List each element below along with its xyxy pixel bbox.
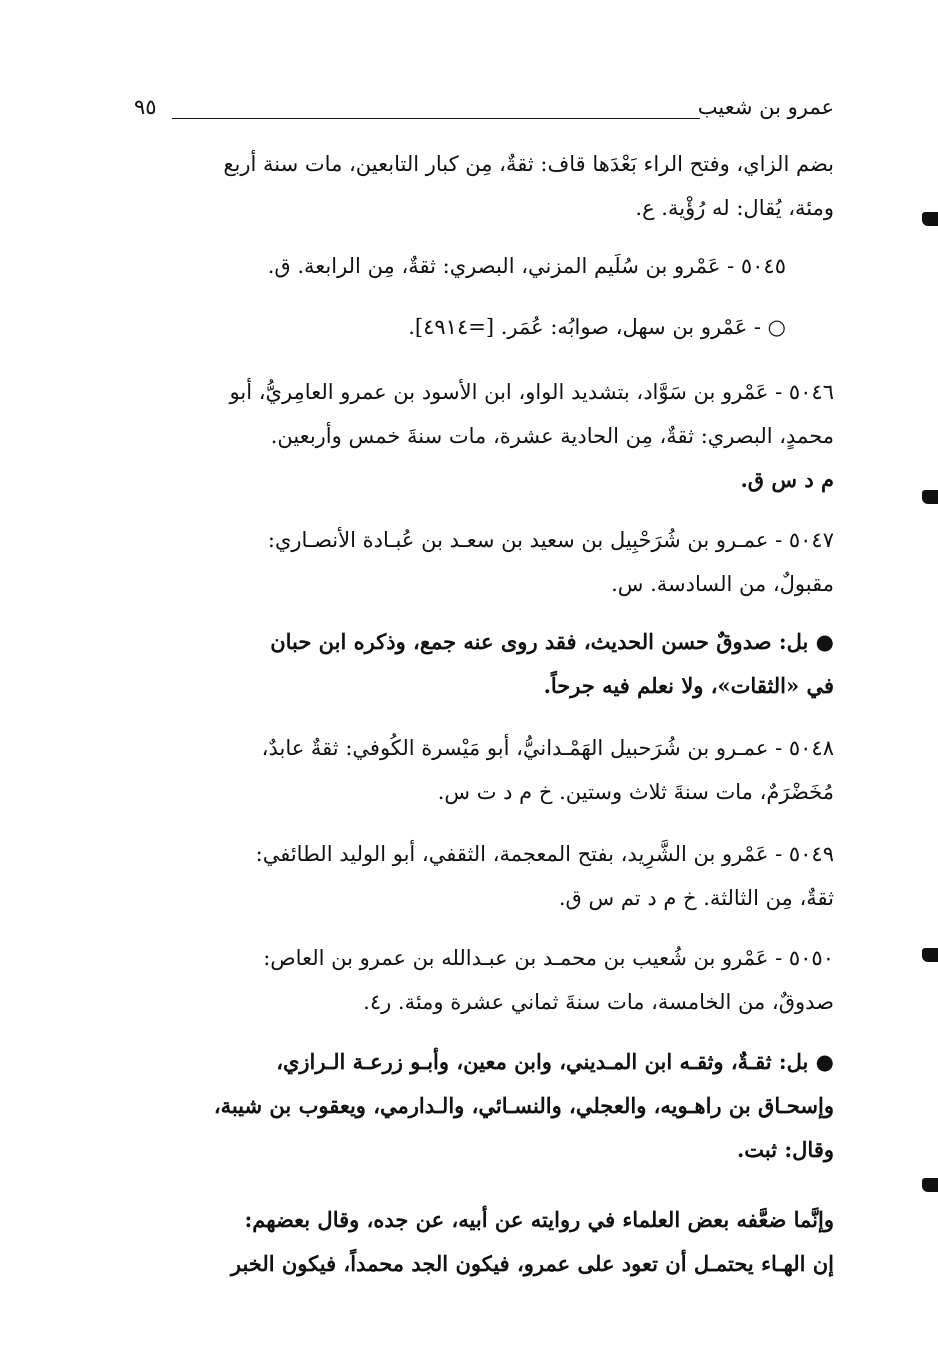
margin-mark	[922, 1178, 938, 1192]
text-line: م د س ق.	[740, 467, 834, 492]
header-rule	[172, 118, 700, 119]
entry-5049	[134, 832, 834, 920]
text-line: ○ - عَمْرو بن سهل، صوابُه: عُمَر. [=٤٩١٤].	[408, 315, 786, 339]
text-line: ● بل: صدوقٌ حسن الحديث، فقد روى عنه جمع، وذكره ابن حبان	[270, 629, 834, 654]
text-line: صدوقٌ، من الخامسة، مات سنةَ ثماني عشرة ومئة. ر٤.	[363, 990, 834, 1014]
text-line: ثقةٌ، مِن الثالثة. خ م د تم س ق.	[558, 886, 834, 910]
text-line: في «الثقات»، ولا نعلم فيه جرحاً.	[543, 673, 834, 698]
entry-5047	[134, 518, 834, 606]
margin-mark	[922, 212, 938, 226]
note-5047	[134, 620, 834, 708]
entry-5046	[134, 370, 834, 502]
text-line: مقبولٌ، من السادسة. س.	[611, 572, 834, 596]
text-line: ● بل: ثقـةٌ، وثقـه ابن المـديني، وابن معين، وأبـو زرعـة الـرازي،	[276, 1049, 834, 1074]
header-title: عمرو بن شعيب	[697, 95, 834, 119]
text-line: ٥٠٤٩ - عَمْرو بن الشَّرِيد، بفتح المعجمة، الثقفي، أبو الوليد الطائفي:	[255, 842, 834, 866]
entry-sahl-cross-reference	[134, 305, 834, 349]
text-line: ٥٠٤٥ - عَمْرو بن سُلَيم المزني، البصري: ثقةٌ، مِن الرابعة. ق.	[267, 254, 786, 278]
margin-mark	[922, 948, 938, 962]
entry-5048	[134, 726, 834, 814]
entry-5050	[134, 936, 834, 1024]
text-line: مُخَضْرَمٌ، مات سنةَ ثلاث وستين. خ م د ت س.	[437, 780, 834, 804]
note-5050	[134, 1040, 834, 1172]
page-number: ٩٥	[134, 95, 157, 119]
text-line: ٥٠٥٠ - عَمْرو بن شُعيب بن محمـد بن عبـدالله بن عمرو بن العاص:	[263, 946, 834, 970]
text-line: إن الهـاء يحتمـل أن تعود على عمرو، فيكون الجد محمداً، فيكون الخبر	[230, 1251, 834, 1276]
text-line: محمدٍ، البصري: ثقةٌ، مِن الحادية عشرة، مات سنةَ خمس وأربعين.	[270, 424, 834, 448]
text-line: ٥٠٤٧ - عمـرو بن شُرَحْبِيل بن سعيد بن سعـد بن عُبـادة الأنصـاري:	[267, 528, 834, 552]
text-line: وإنَّما ضعَّفه بعض العلماء في روايته عن أبيه، عن جده، وقال بعضهم:	[244, 1207, 834, 1232]
margin-mark	[922, 490, 938, 504]
paragraph-closing	[134, 1198, 834, 1286]
text-line: ومئة، يُقال: له رُؤْية. ع.	[635, 196, 834, 220]
text-line: بضم الزاي، وفتح الراء بَعْدَها قاف: ثقةٌ، مِن كبار التابعين، مات سنة أربع	[223, 152, 834, 176]
entry-5045	[134, 244, 834, 288]
paragraph-intro	[134, 142, 834, 230]
text-line: ٥٠٤٨ - عمـرو بن شُرَحبيل الهَمْـدانيُّ، أبو مَيْسرة الكُوفي: ثقةٌ عابدٌ،	[261, 736, 834, 760]
text-line: وإسحـاق بن راهـويه، والعجلي، والنسـائي، والـدارمي، ويعقوب بن شيبة،	[213, 1093, 834, 1118]
running-header	[134, 92, 834, 124]
text-line: وقال: ثبت.	[736, 1137, 834, 1162]
text-line: ٥٠٤٦ - عَمْرو بن سَوَّاد، بتشديد الواو، ابن الأسود بن عمرو العامِريُّ، أبو	[229, 380, 834, 404]
